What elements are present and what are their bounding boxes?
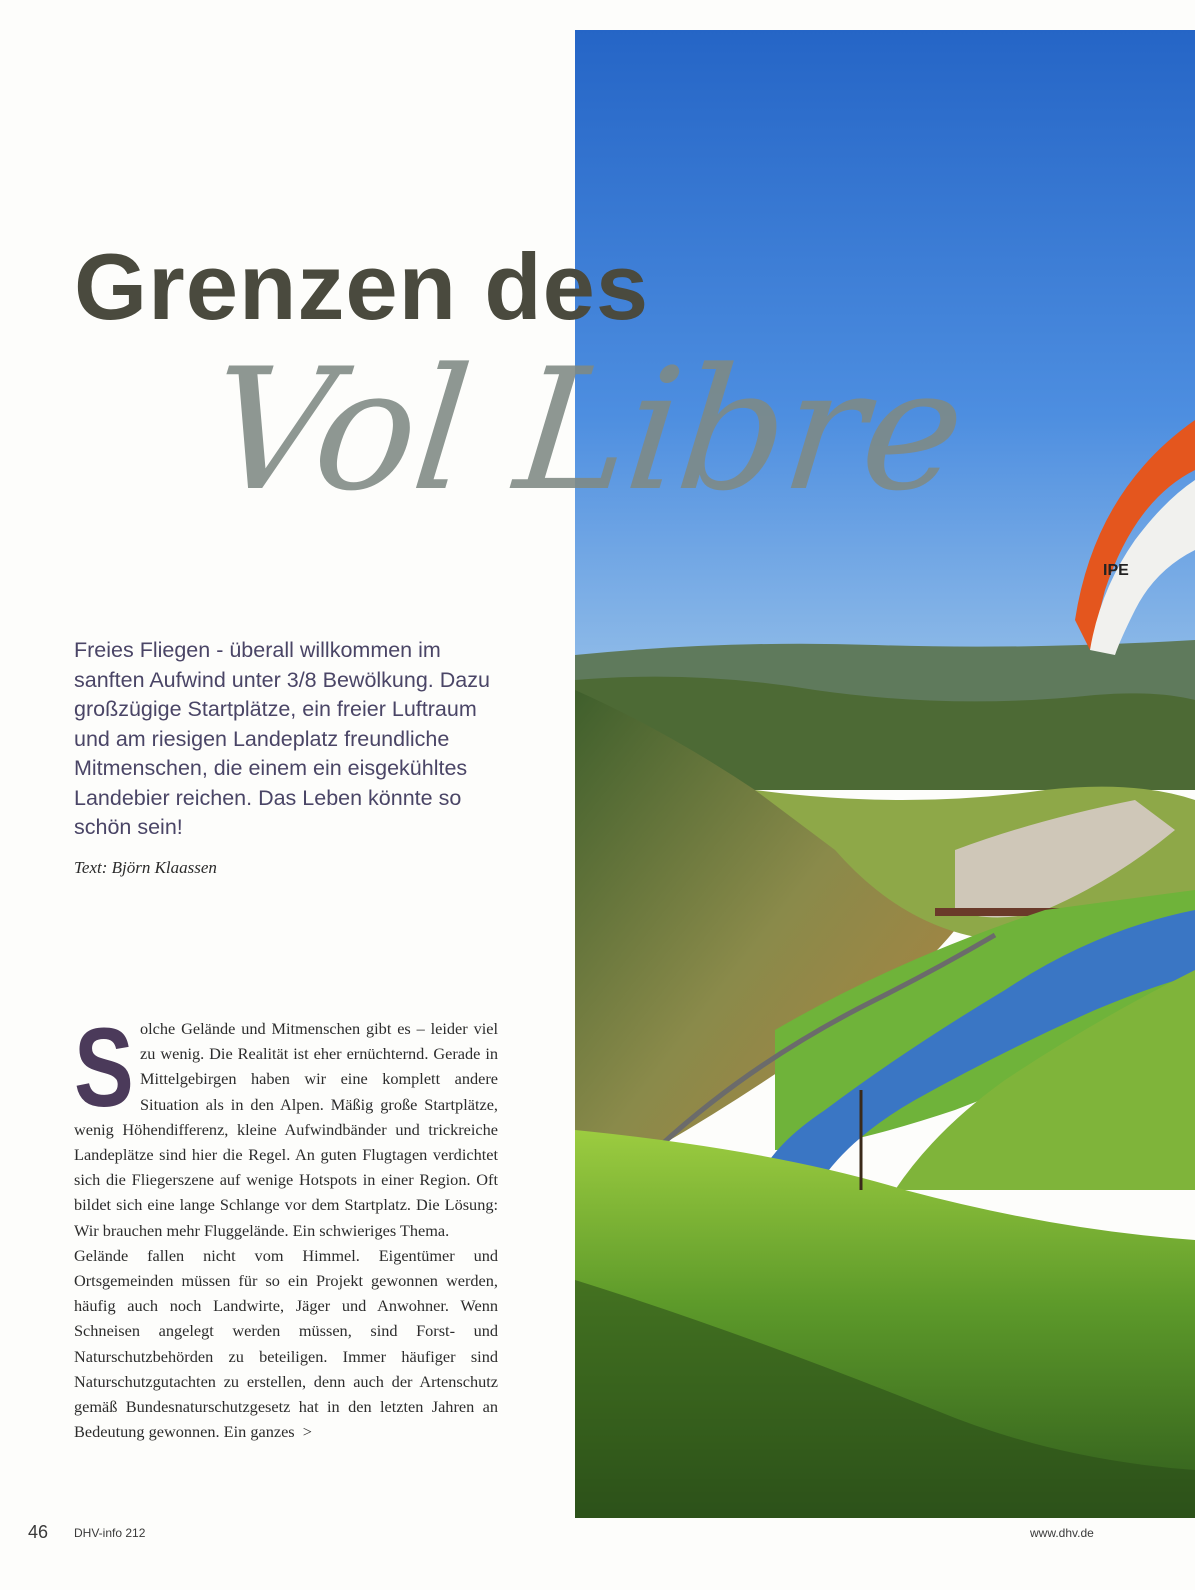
valley-landscape-image: [575, 30, 1195, 1518]
body-paragraph-2: [74, 1243, 498, 1445]
page-number: 46: [28, 1522, 49, 1542]
article-title-line1: Grenzen des: [74, 234, 650, 339]
continue-marker: >: [302, 1422, 312, 1442]
drop-cap: S: [74, 1005, 134, 1130]
article-body: [74, 1005, 498, 1444]
article-title-line2: Vol Libre: [201, 332, 972, 528]
body-paragraph-1-text: olche Gelände und Mitmenschen gibt es – leider viel zu wenig. Die Realität ist eher ernüchternd. Gerade in Mittelgebirgen haben wir eine komplett andere Situation als in den Alpen. Mäßig große Startplätze, wenig Höhendifferenz, kleine Aufwindbänder und trickreiche Landeplätze sind hier die Regel. An guten Flugtagen verdichtet sich die Fliegerszene auf wenige Hotspots in einer Region. Oft bildet sich eine lange Schlange vor dem Startplatz. Die Lösung: Wir brauchen mehr Fluggelände. Ein schwieriges Thema.: [74, 1019, 498, 1240]
glider-logo-text: IPE: [1103, 562, 1129, 579]
magazine-issue: DHV-info 212: [74, 1526, 146, 1540]
website-url: www.dhv.de: [1030, 1526, 1094, 1540]
intro-paragraph: Freies Fliegen - überall willkommen im sanften Aufwind unter 3/8 Bewölkung. Dazu großzügige Startplätze, ein freier Luftraum und am riesigen Landeplatz freundliche Mitmenschen, die einem ein eisgekühltes Landebier reichen. Das Leben könnte so schön sein!: [74, 638, 490, 839]
paragliding-valley-photo: [575, 30, 1195, 1518]
body-paragraph-1: [74, 1005, 498, 1243]
byline: Text: Björn Klaassen: [74, 858, 217, 877]
body-paragraph-2-text: Gelände fallen nicht vom Himmel. Eigentümer und Ortsgemeinden müssen für so ein Projekt gewonnen werden, häufig auch noch Landwirte, Jäger und Anwohner. Wenn Schneisen angelegt werden müssen, sind Forst- und Naturschutzbehörden zu beteiligen. Immer häufiger sind Naturschutzgutachten zu erstellen, denn auch der Artenschutz gemäß Bundesnaturschutzgesetz hat in den letzten Jahren an Bedeutung gewonnen. Ein ganzes: [74, 1245, 498, 1442]
